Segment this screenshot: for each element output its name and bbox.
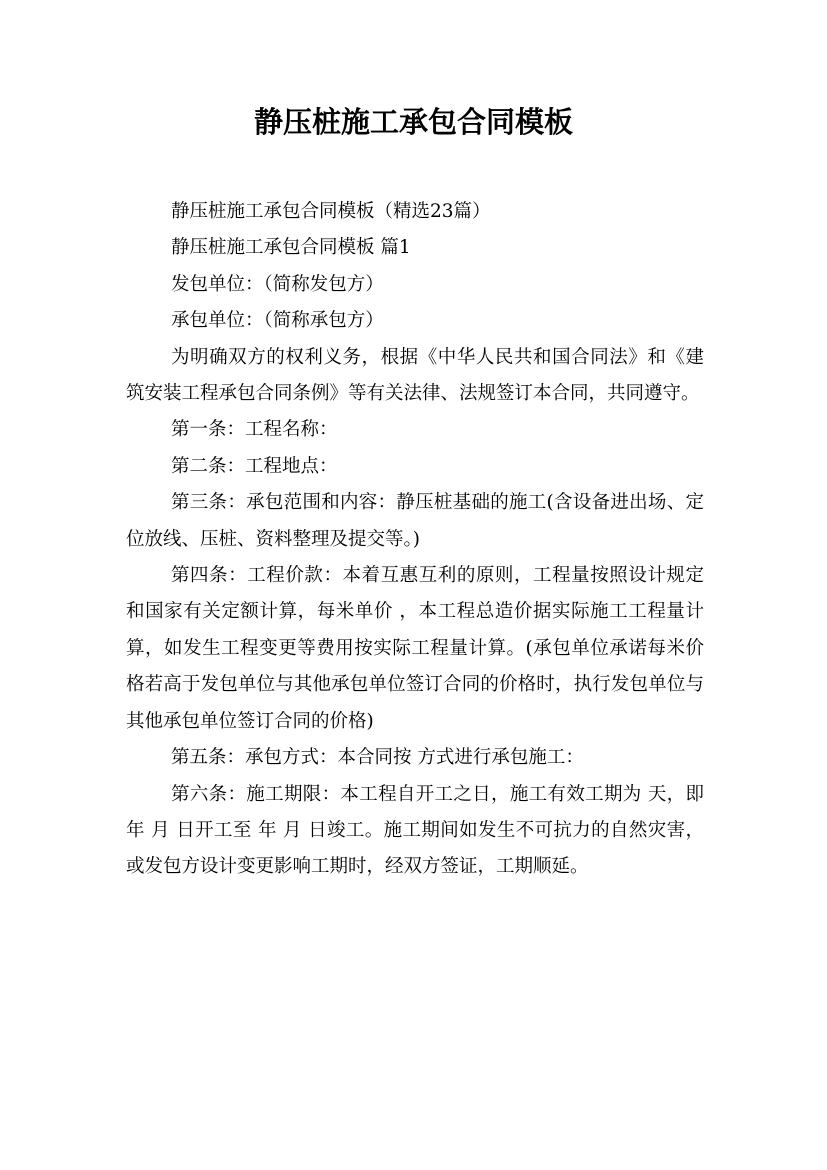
document-body bbox=[126, 194, 704, 886]
clause-4: 第四条：工程价款：本着互惠互利的原则，工程量按照设计规定和国家有关定额计算，每米单价 ，本工程总造价据实际施工工程量计算，如发生工程变更等费用按实际工程量计算。(承包单位承诺每米价格若高于发包单位与其他承包单位签订合同的价格时，执行发包单位与其他承包单位签订合同的价格) bbox=[126, 565, 704, 732]
clause-5: 第五条：承包方式：本合同按 方式进行承包施工： bbox=[171, 747, 584, 769]
party-contractor-line: 承包单位：（简称承包方） bbox=[171, 310, 384, 332]
party-employer-line: 发包单位：（简称发包方） bbox=[171, 273, 384, 295]
article-heading: 静压桩施工承包合同模板 篇1 bbox=[171, 237, 411, 259]
preamble-paragraph: 为明确双方的权利义务，根据《中华人民共和国合同法》和《建筑安装工程承包合同条例》等有关法律、法规签订本合同，共同遵守。 bbox=[126, 346, 704, 405]
collection-heading: 静压桩施工承包合同模板（精选23篇） bbox=[171, 201, 491, 222]
clause-1: 第一条：工程名称： bbox=[171, 419, 338, 441]
document-title: 静压桩施工承包合同模板 bbox=[253, 105, 573, 139]
clause-6: 第六条：施工期限：本工程自开工之日，施工有效工期为 天，即 年 月 日开工至 年 月 日竣工。施工期间如发生不可抗力的自然灾害，或发包方设计变更影响工期时，经双方签证，工期顺延。 bbox=[126, 783, 704, 878]
clause-3: 第三条：承包范围和内容：静压桩基础的施工(含设备进出场、定位放线、压桩、资料整理及提交等。) bbox=[126, 492, 704, 550]
clause-2: 第二条：工程地点： bbox=[171, 455, 338, 477]
